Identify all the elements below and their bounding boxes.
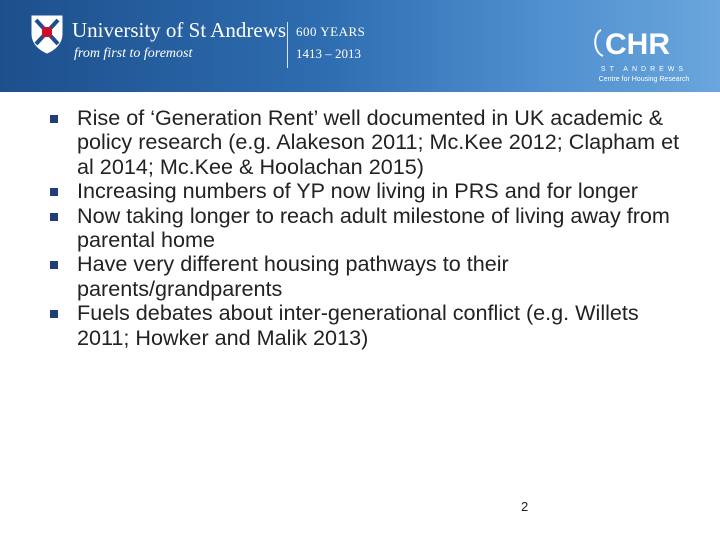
square-bullet-icon: [50, 188, 58, 196]
header-banner: [0, 0, 720, 92]
anniversary-title: 600 YEARS: [296, 24, 366, 39]
square-bullet-icon: [50, 115, 58, 123]
bullet-text: Fuels debates about inter-generational conflict (e.g. Willets 2011; Howker and Malik 2013): [77, 300, 639, 350]
chr-logo-text: CHR: [605, 28, 670, 60]
bullet-item: [50, 106, 690, 179]
university-tagline: from first to foremost: [74, 46, 193, 61]
square-bullet-icon: [50, 261, 58, 269]
chr-logo: [591, 24, 691, 60]
bullet-item: [50, 179, 690, 203]
page-number: 2: [521, 499, 529, 514]
bullet-item: [50, 301, 690, 350]
bullet-text: Have very different housing pathways to their parents/grandparents: [77, 251, 509, 301]
square-bullet-icon: [50, 213, 58, 221]
bullet-list: [50, 106, 690, 350]
bullet-text: Rise of ‘Generation Rent’ well documented in UK academic & policy research (e.g. Alakeson 2011; Mc.Kee 2012; Clapham et al 2014; Mc.Kee & Hoolachan 2015): [77, 105, 680, 179]
header-divider: [287, 22, 288, 68]
university-crest-icon: [30, 14, 64, 54]
bullet-item: [50, 252, 690, 301]
university-name: University of St Andrews: [72, 18, 287, 42]
bullet-item: [50, 204, 690, 253]
bullet-text: Increasing numbers of YP now living in PRS and for longer: [77, 178, 638, 204]
anniversary-range: 1413 – 2013: [296, 46, 361, 61]
square-bullet-icon: [50, 310, 58, 318]
centre-location: ST ANDREWS: [600, 66, 688, 73]
centre-name: Centre for Housing Research: [598, 76, 690, 83]
bullet-text: Now taking longer to reach adult milestone of living away from parental home: [77, 202, 670, 253]
